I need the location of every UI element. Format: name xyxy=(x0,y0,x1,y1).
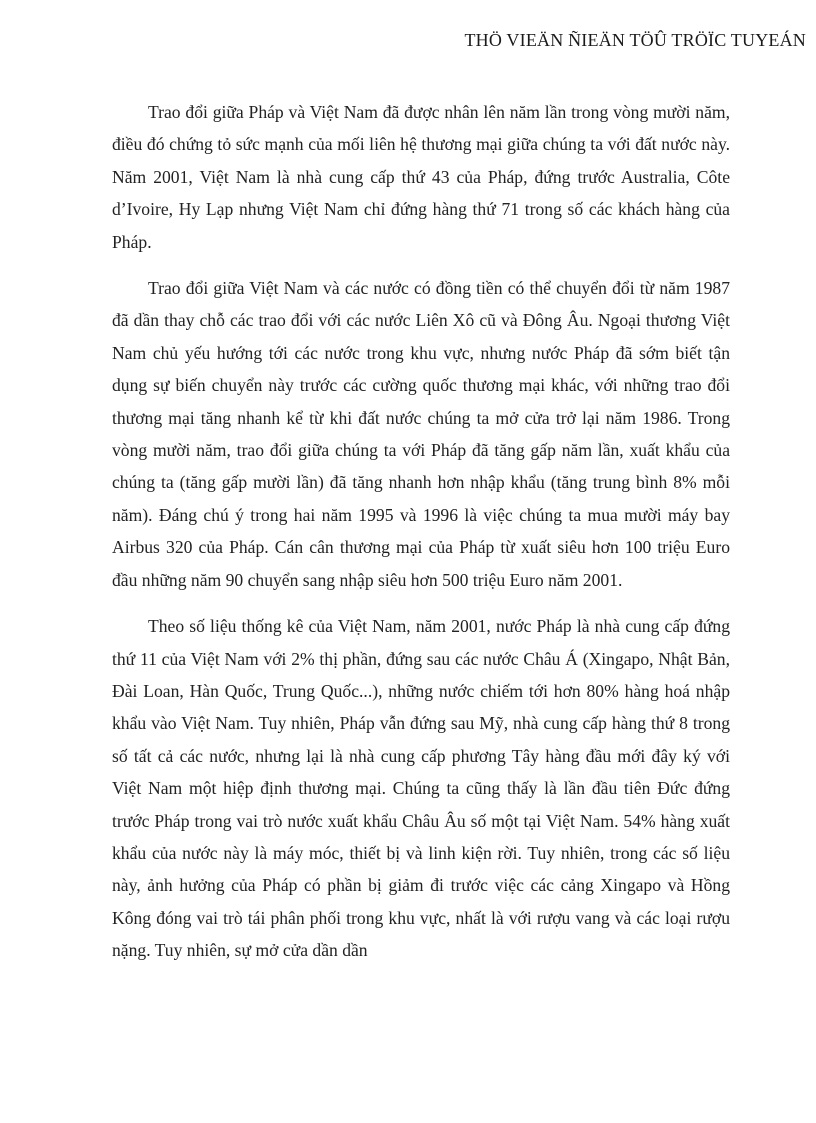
body-text xyxy=(112,96,730,967)
running-header: THÖ VIEÄN ÑIEÄN TÖÛ TRÖÏC TUYEÁN xyxy=(464,30,806,50)
paragraph-2: Trao đổi giữa Việt Nam và các nước có đồng tiền có thể chuyển đổi từ năm 1987 đã dần thay chỗ các trao đổi với các nước Liên Xô cũ và Đông Âu. Ngoại thương Việt Nam chủ yếu hướng tới các nước trong khu vực, nhưng nước Pháp đã sớm biết tận dụng sự biến chuyển này trước các cường quốc thương mại khác, với những trao đổi thương mại tăng nhanh kể từ khi đất nước chúng ta mở cửa trở lại năm 1986. Trong vòng mười năm, trao đổi giữa chúng ta với Pháp đã tăng gấp năm lần, xuất khẩu của chúng ta (tăng gấp mười lần) đã tăng nhanh hơn nhập khẩu (tăng trung bình 8% mỗi năm). Đáng chú ý trong hai năm 1995 và 1996 là việc chúng ta mua mười máy bay Airbus 320 của Pháp. Cán cân thương mại của Pháp từ xuất siêu hơn 100 triệu Euro đầu những năm 90 chuyển sang nhập siêu hơn 500 triệu Euro năm 2001. xyxy=(112,278,730,590)
paragraph-3: Theo số liệu thống kê của Việt Nam, năm 2001, nước Pháp là nhà cung cấp đứng thứ 11 của Việt Nam với 2% thị phần, đứng sau các nước Châu Á (Xingapo, Nhật Bản, Đài Loan, Hàn Quốc, Trung Quốc...), những nước chiếm tới hơn 80% hàng hoá nhập khẩu vào Việt Nam. Tuy nhiên, Pháp vẫn đứng sau Mỹ, nhà cung cấp hàng thứ 8 trong số tất cả các nước, nhưng lại là nhà cung cấp phương Tây hàng đầu mới đây ký với Việt Nam một hiệp định thương mại. Chúng ta cũng thấy là lần đầu tiên Đức đứng trước Pháp trong vai trò nước xuất khẩu Châu Âu số một tại Việt Nam. 54% hàng xuất khẩu của nước này là máy móc, thiết bị và linh kiện rời. Tuy nhiên, trong các số liệu này, ảnh hưởng của Pháp có phần bị giảm đi trước việc các cảng Xingapo và Hồng Kông đóng vai trò tái phân phối trong khu vực, nhất là với rượu vang và các loại rượu nặng. Tuy nhiên, sự mở cửa dần dần xyxy=(112,616,730,961)
paragraph-1: Trao đổi giữa Pháp và Việt Nam đã được nhân lên năm lần trong vòng mười năm, điều đó chứng tỏ sức mạnh của mối liên hệ thương mại giữa chúng ta với đất nước này. Năm 2001, Việt Nam là nhà cung cấp thứ 43 của Pháp, đứng trước Australia, Côte d’Ivoire, Hy Lạp nhưng Việt Nam chỉ đứng hàng thứ 71 trong số các khách hàng của Pháp. xyxy=(112,102,730,252)
